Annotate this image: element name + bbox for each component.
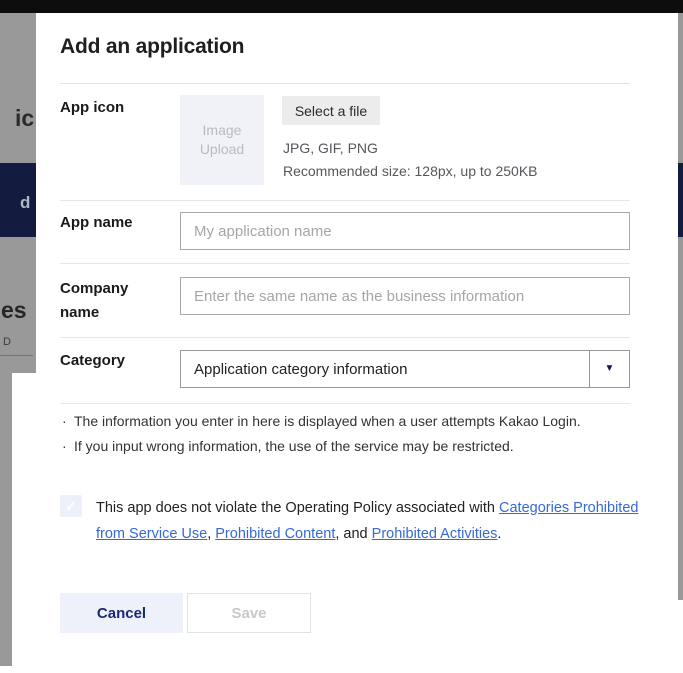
background-page-fragment [0,237,36,373]
allowed-formats-text: JPG, GIF, PNG [283,140,378,156]
note-text: The information you enter in here is displayed when a user attempts Kakao Login. [74,413,581,429]
app-icon-label: App icon [60,99,125,116]
dialog-title: Add an application [60,35,245,58]
background-text-fragment: ic [15,105,35,131]
app-name-input[interactable] [180,212,630,250]
divider [60,83,630,84]
divider [60,263,630,264]
upload-placeholder-line1: Image [202,122,242,138]
divider [60,200,630,201]
background-page-fragment [678,237,683,600]
background-divider [0,355,33,356]
category-selected-value: Application category information [194,360,408,378]
bullet-icon: · [62,413,67,429]
chevron-down-icon: ▼ [604,363,615,374]
background-navy-banner [678,163,683,237]
image-upload-dropzone[interactable] [180,95,264,185]
policy-period: . [497,526,502,542]
add-application-dialog [36,13,678,673]
note-line [62,438,514,454]
background-page-fragment [678,13,683,163]
background-text-fragment: d [20,193,31,212]
note-text: If you input wrong information, the use of the service may be restricted. [74,438,514,454]
app-name-label: App name [60,214,133,231]
divider [60,403,630,404]
policy-separator: , and [335,526,372,542]
select-arrow-zone[interactable] [590,351,629,387]
note-line [62,413,581,429]
save-button[interactable]: Save [187,593,311,633]
upload-placeholder-line2: Upload [199,141,245,157]
recommended-size-text: Recommended size: 128px, up to 250KB [283,163,538,179]
policy-statement [96,495,641,547]
link-categories-prohibited[interactable]: Categories Prohibited from Service Use [96,500,639,542]
divider [60,337,630,338]
policy-text-part1: This app does not violate the Operating Policy associated with [96,500,500,516]
background-text-fragment: D [3,336,11,348]
category-select[interactable] [180,350,630,388]
company-name-label: Company name [60,280,129,321]
category-label: Category [60,352,126,369]
policy-separator: , [207,526,216,542]
cancel-button[interactable]: Cancel [60,593,183,633]
link-prohibited-content[interactable]: Prohibited Content [215,526,336,542]
background-top-nav [0,0,683,13]
background-page-fragment [0,373,12,666]
bullet-icon: · [62,438,67,454]
background-page-fragment [0,13,36,163]
background-text-fragment: es [1,297,27,323]
select-file-button[interactable]: Select a file [282,96,380,125]
link-prohibited-activities[interactable]: Prohibited Activities [371,526,498,542]
policy-checkbox[interactable] [60,495,82,517]
company-name-input[interactable] [180,277,630,315]
checkmark-icon: ✓ [65,497,77,514]
background-navy-banner [0,163,36,237]
